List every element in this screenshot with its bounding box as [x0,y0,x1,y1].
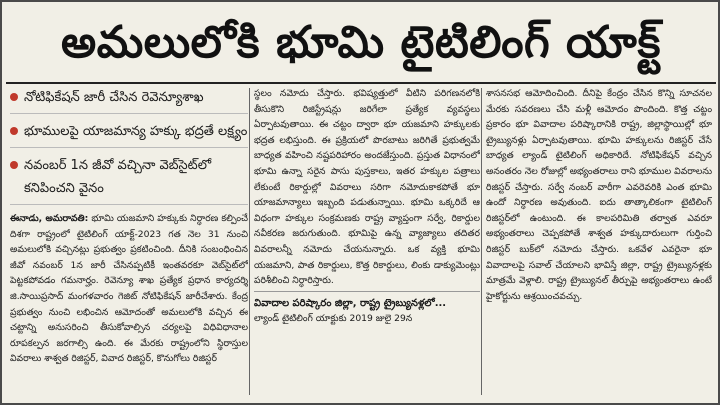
divider [10,147,248,148]
bullet-item: నవంబర్ 1న జీవో వచ్చినా వెబ్‌సైట్‌లో కనిపించని వైనం [10,154,248,200]
headline-rule [6,82,716,84]
article-body-col3: శాసనసభ ఆమోదించింది. దీనిపై కేంద్రం చేసిన కొన్ని సూచనల మేరకు సవరణలు చేసి మళ్లీ ఆమోదం పొందింది. కొత్త చట్టం ప్రకారం భూ వివాదాల పరిష్కారానికి రాష్ట్ర, జిల్లాస్థాయిల్లో భూ ట్రైబ్యునళ్లు ఏర్పాటవుతాయి. భూమి హక్కులను రిజిస్టర్ చేసే బాధ్యత ల్యాండ్ టైటిలింగ్ అధికారిదే. నోటిఫికేషన్ వచ్చిన అనంతరం నెల రోజుల్లో అభ్యంతరాలు రాని భూముల వివరాలను రిజిస్టర్ చేస్తారు. సర్వే నంబర్ వారీగా ఎవరెవరికి ఎంత భూమి ఉందో నిర్ధారణ అవుతుంది. ఐదు తాత్కాలికంగా టైటిలింగ్ రిజిస్టర్‌లో ఉంటుంది. ఈ కాలపరిమితి తర్వాత ఎవరూ అభ్యంతరాలు చెప్పకపోతే శాశ్వత హక్కుదారులుగా గుర్తించి రిజిస్టర్ బుక్‌లో నమోదు చేస్తారు. ఒకవేళ ఎవరైనా భూ వివాదాలపై సవాల్ చేయాలని భావిస్తే జిల్లా, రాష్ట్ర ట్రైబ్యునళ్లకు మాత్రమే వెళ్లాలి. రాష్ట్ర ట్రైబ్యునల్ తీర్పుపై అభ్యంతరాలు ఉంటే హైకోర్టును ఆశ్రయించవచ్చు. [486,88,712,302]
divider [10,113,248,114]
bullet-dot-icon [10,127,18,135]
dateline: ఈనాడు, అమరావతి: [10,213,89,224]
subheading: వివాదాల పరిష్కారం జిల్లా, రాష్ట్ర ట్రైబ్యునళ్లలో... [254,291,480,312]
article-body-col2: స్థలం నమోదు చేస్తారు. భవిష్యత్తులో వీటిని పరిగణనలోకి తీసుకొని రిజిస్ట్రేషన్లు జరిగేలా ప్రత్యేక వ్యవస్థలు ఏర్పాటవుతాయి. ఈ చట్టం ద్వారా భూ యజమాని హక్కులకు భద్రత లభిస్తుంది. ఈ ప్రక్రియలో పొరబాటు జరిగితే ప్రభుత్వమే బాధ్యత వహించి నష్టపరిహారం అందజేస్తుంది. ప్రస్తుత విధానంలో భూమి ఉన్నా సరైన పాసు పుస్తకాలు, ఇతర హక్కుల పత్రాలు లేకుంటే రికార్డుల్లో వివరాలు సరిగా నమోదుకాకపోతే భూ యాజమాన్యాలు ఇబ్బంది పడుతున్నాయి. భూమి ఒక్కరిదే ఆ విధంగా హక్కుల సంక్రమణకు రాష్ట్ర వ్యాప్తంగా సర్వే, రికార్డుల నవీకరణ జరుగుతుంది. భూమిపై ఉన్న వ్యాజ్యాలు తదితర వివరాలన్నీ నమోదు చేయనున్నారు. ఒక వ్యక్తి భూమి యజమాని, పాత రికార్డులు, కొత్త రికార్డులు, లింకు డాక్యుమెంట్లు పరిశీలించి నిర్ధారిస్తారు. [254,88,480,287]
column-3 [486,86,712,397]
column-2 [254,86,480,397]
bullet-dot-icon [10,93,18,101]
bullet-item: భూములపై యాజమాన్య హక్కు భద్రతే లక్ష్యం [10,120,248,143]
col1-text: భూమి యజమాని హక్కుకు నిర్ధారణ కల్పించే దిశగా రాష్ట్రంలో టైటిలింగ్ యాక్ట్-2023 గత నెల 31 నుంచి అమలులోకి వచ్చినట్లు ప్రభుత్వం ప్రకటించింది. దీనికి సంబంధించిన జీవో నవంబర్ 1న జారీ చేసినప్పటికీ ఇంతవరకూ వెబ్‌సైట్‌లో పెట్టకపోవడం గమనార్హం. రెవెన్యూ శాఖ ప్రత్యేక ప్రధాన కార్యదర్శి జి.సాయిప్రసాద్ మంగళవారం గెజిట్ నోటిఫికేషన్ జారీచేశారు. కేంద్ర ప్రభుత్వం నుంచి లభించిన ఆమోదంతో అమలులోకి వచ్చిన ఈ చట్టాన్ని అనుసరించి తీసుకోవాల్సిన చర్యలపై విధివిధానాల రూపకల్పన జరగాల్సి ఉంది. ఈ మేరకు రాష్ట్రంలోని స్థిరాస్తుల వివరాలు శాశ్వత రిజిస్టర్, వివాద రిజిస్టర్, కొనుగోలు రిజిస్టర్ [10,213,248,365]
column-1 [10,86,248,397]
article-body-col2-tail: ల్యాండ్ టైటిలింగ్ యాక్టుకు 2019 జులై 29న [254,313,413,325]
divider [10,204,248,205]
bullet-item: నోటిఫికేషన్ జారీ చేసిన రెవెన్యూశాఖ [10,86,248,109]
column-divider [481,88,482,395]
article-body-col1 [10,211,248,367]
bullet-dot-icon [10,161,18,169]
column-divider [249,88,250,395]
headline: అమలులోకి భూమి టైటిలింగ్ యాక్ట్ [61,17,661,68]
